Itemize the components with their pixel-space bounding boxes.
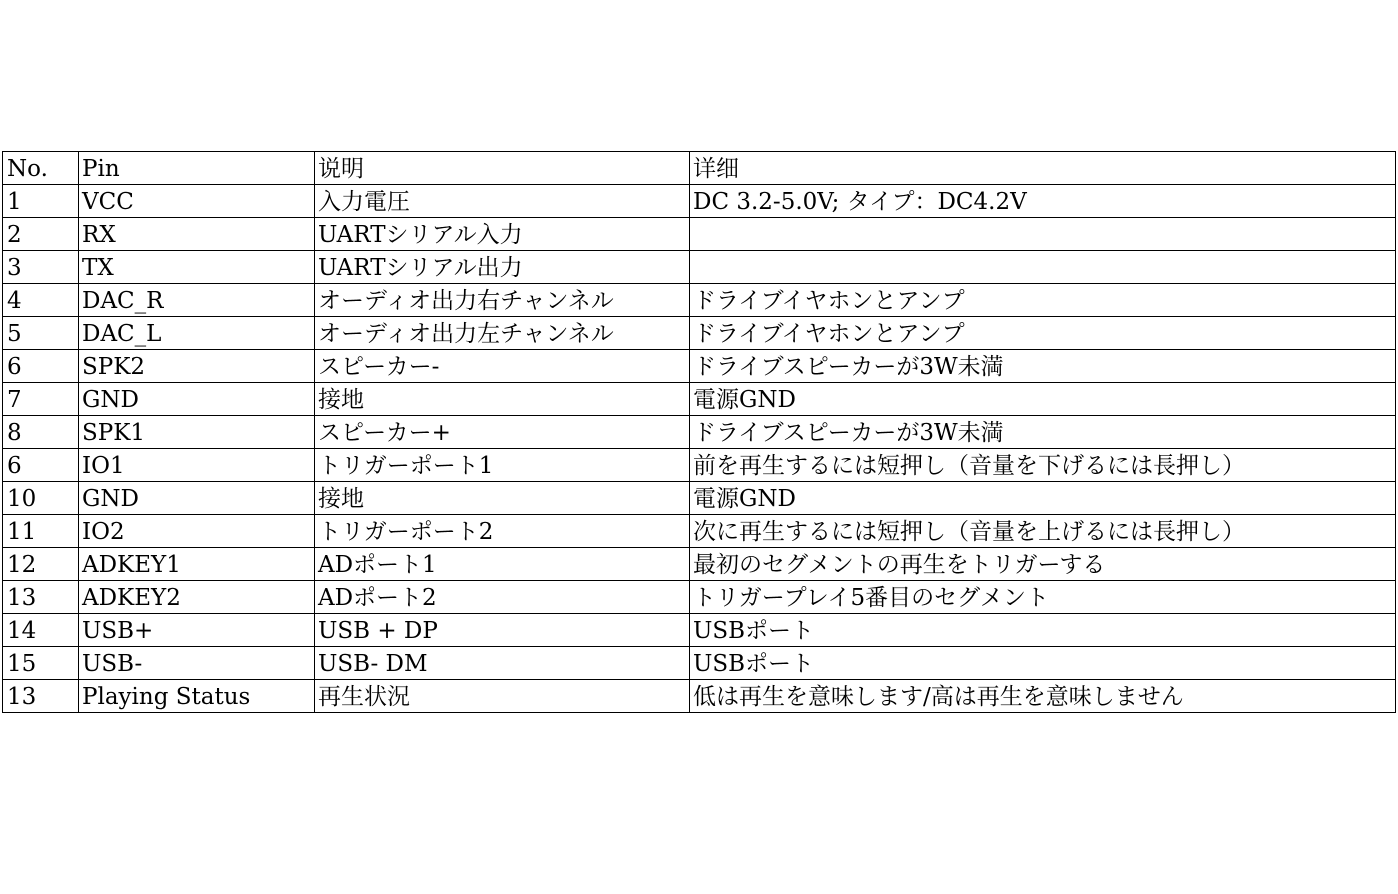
table-row <box>3 218 1396 251</box>
cell-detail: ドライブスピーカーが3W未満 <box>690 350 1396 383</box>
cell-detail: USBポート <box>690 647 1396 680</box>
table-row <box>3 416 1396 449</box>
header-description: 说明 <box>315 152 690 185</box>
cell-pin: Playing Status <box>79 680 315 713</box>
table-row <box>3 647 1396 680</box>
table-header <box>3 152 1396 185</box>
cell-no: 6 <box>3 350 79 383</box>
cell-description: 接地 <box>315 383 690 416</box>
table-row <box>3 185 1396 218</box>
cell-pin: SPK2 <box>79 350 315 383</box>
cell-description: オーディオ出力左チャンネル <box>315 317 690 350</box>
table-row <box>3 548 1396 581</box>
cell-pin: GND <box>79 383 315 416</box>
cell-no: 12 <box>3 548 79 581</box>
cell-description: USB- DM <box>315 647 690 680</box>
table-row <box>3 614 1396 647</box>
cell-detail: 次に再生するには短押し（音量を上げるには長押し） <box>690 515 1396 548</box>
cell-no: 1 <box>3 185 79 218</box>
cell-description: 接地 <box>315 482 690 515</box>
table-body <box>3 185 1396 713</box>
table-row <box>3 317 1396 350</box>
header-row <box>3 152 1396 185</box>
cell-description: スピーカー- <box>315 350 690 383</box>
cell-detail: ドライブスピーカーが3W未満 <box>690 416 1396 449</box>
cell-no: 11 <box>3 515 79 548</box>
cell-pin: SPK1 <box>79 416 315 449</box>
cell-no: 7 <box>3 383 79 416</box>
cell-no: 13 <box>3 581 79 614</box>
cell-detail: 電源GND <box>690 383 1396 416</box>
cell-no: 15 <box>3 647 79 680</box>
cell-no: 2 <box>3 218 79 251</box>
cell-detail: トリガープレイ5番目のセグメント <box>690 581 1396 614</box>
header-pin: Pin <box>79 152 315 185</box>
cell-description: 入力電圧 <box>315 185 690 218</box>
cell-no: 3 <box>3 251 79 284</box>
cell-detail <box>690 251 1396 284</box>
cell-pin: IO1 <box>79 449 315 482</box>
cell-no: 5 <box>3 317 79 350</box>
cell-detail <box>690 218 1396 251</box>
table-row <box>3 515 1396 548</box>
cell-detail: ドライブイヤホンとアンプ <box>690 284 1396 317</box>
cell-pin: TX <box>79 251 315 284</box>
cell-no: 8 <box>3 416 79 449</box>
table-row <box>3 581 1396 614</box>
cell-detail: ドライブイヤホンとアンプ <box>690 317 1396 350</box>
cell-pin: DAC_L <box>79 317 315 350</box>
cell-pin: USB- <box>79 647 315 680</box>
cell-detail: DC 3.2-5.0V; タイプ：DC4.2V <box>690 185 1396 218</box>
header-detail: 详细 <box>690 152 1396 185</box>
cell-pin: IO2 <box>79 515 315 548</box>
cell-no: 14 <box>3 614 79 647</box>
cell-description: トリガーポート2 <box>315 515 690 548</box>
cell-pin: RX <box>79 218 315 251</box>
table-row <box>3 284 1396 317</box>
cell-description: スピーカー+ <box>315 416 690 449</box>
table-row <box>3 680 1396 713</box>
cell-pin: ADKEY2 <box>79 581 315 614</box>
cell-description: オーディオ出力右チャンネル <box>315 284 690 317</box>
cell-pin: USB+ <box>79 614 315 647</box>
cell-pin: DAC_R <box>79 284 315 317</box>
cell-description: UARTシリアル入力 <box>315 218 690 251</box>
cell-description: ADポート2 <box>315 581 690 614</box>
table-row <box>3 449 1396 482</box>
cell-pin: VCC <box>79 185 315 218</box>
cell-pin: ADKEY1 <box>79 548 315 581</box>
cell-description: ADポート1 <box>315 548 690 581</box>
cell-detail: 最初のセグメントの再生をトリガーする <box>690 548 1396 581</box>
cell-no: 13 <box>3 680 79 713</box>
table-row <box>3 251 1396 284</box>
cell-description: USB + DP <box>315 614 690 647</box>
cell-description: トリガーポート1 <box>315 449 690 482</box>
cell-no: 4 <box>3 284 79 317</box>
table-row <box>3 350 1396 383</box>
cell-no: 6 <box>3 449 79 482</box>
table-row <box>3 383 1396 416</box>
cell-detail: USBポート <box>690 614 1396 647</box>
cell-no: 10 <box>3 482 79 515</box>
cell-detail: 前を再生するには短押し（音量を下げるには長押し） <box>690 449 1396 482</box>
cell-description: UARTシリアル出力 <box>315 251 690 284</box>
cell-pin: GND <box>79 482 315 515</box>
cell-description: 再生状況 <box>315 680 690 713</box>
cell-detail: 低は再生を意味します/高は再生を意味しません <box>690 680 1396 713</box>
header-no: No. <box>3 152 79 185</box>
table-row <box>3 482 1396 515</box>
pin-table <box>2 151 1396 713</box>
cell-detail: 電源GND <box>690 482 1396 515</box>
